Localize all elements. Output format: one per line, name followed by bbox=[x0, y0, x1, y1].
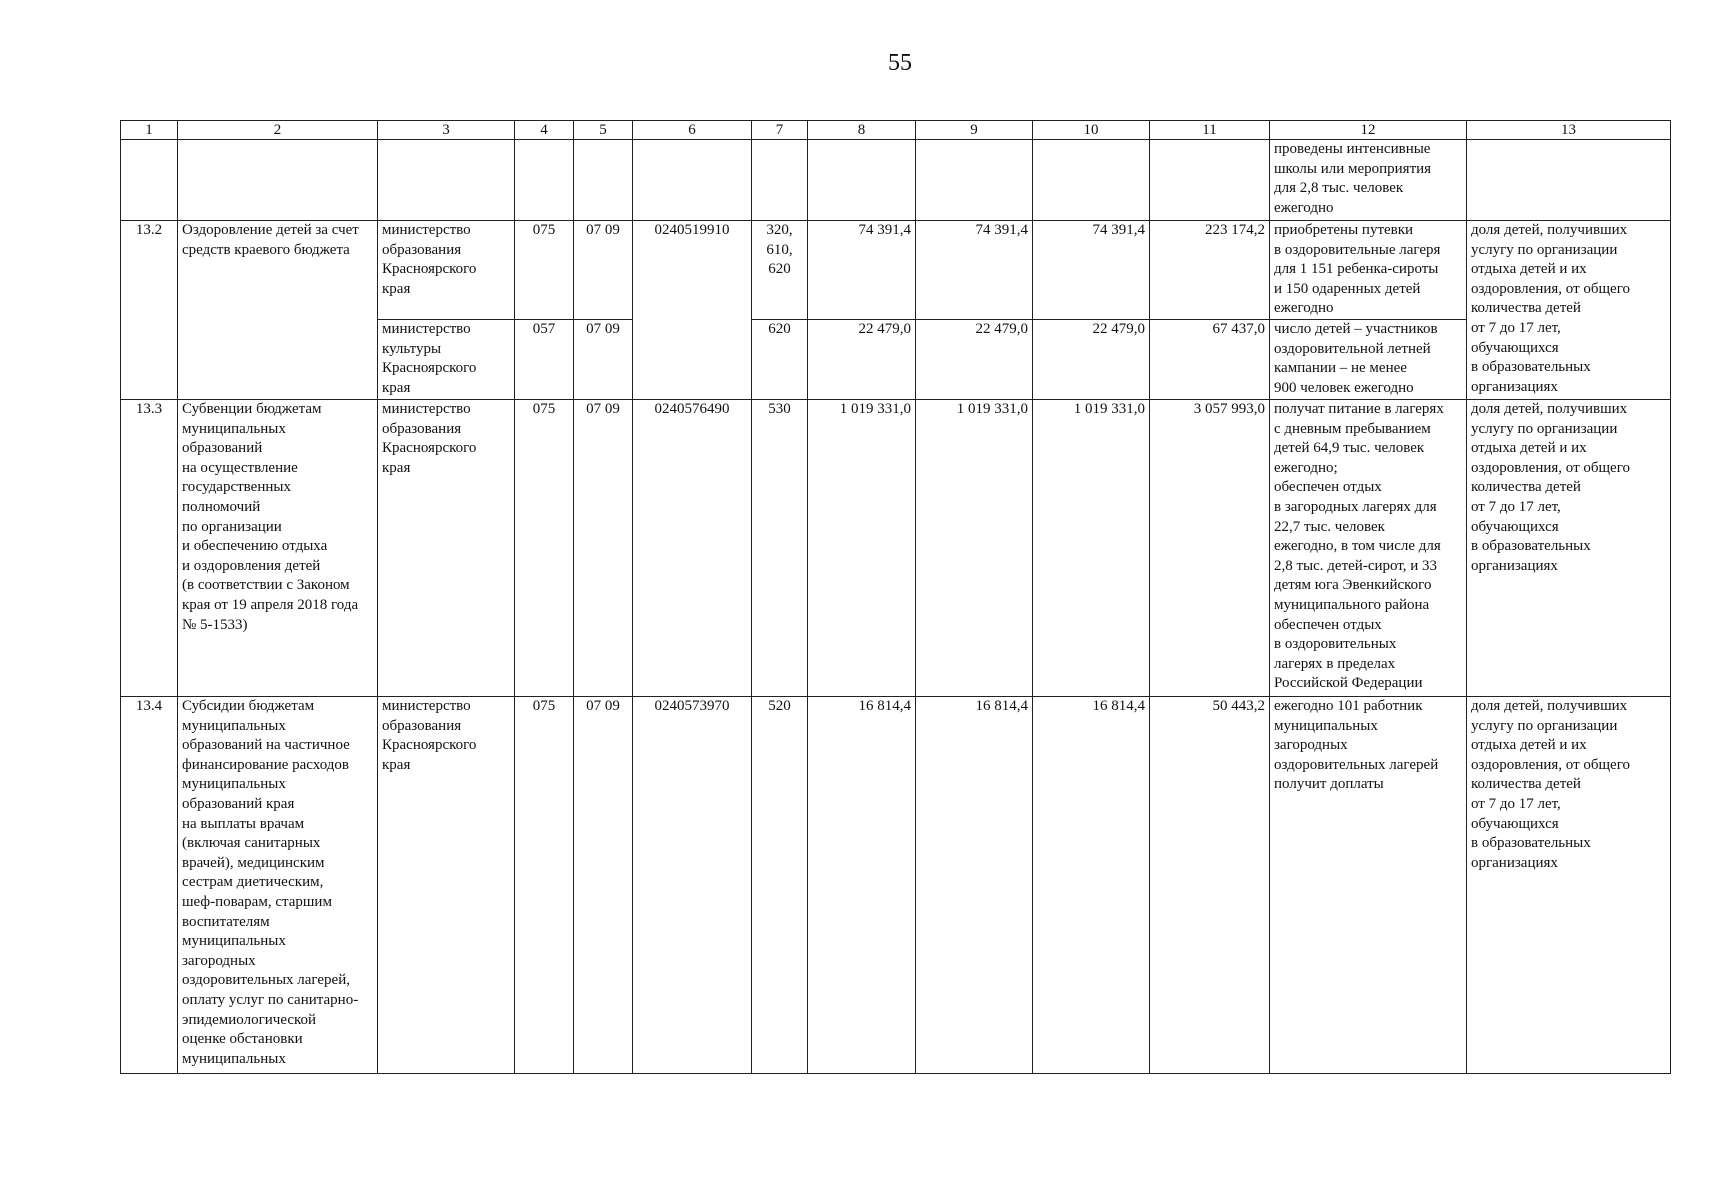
cell-number: 13.4 bbox=[121, 697, 178, 1074]
column-number: 1 bbox=[121, 121, 178, 140]
column-number: 5 bbox=[574, 121, 633, 140]
cell-empty bbox=[1150, 140, 1270, 221]
table-row-13-4 bbox=[121, 697, 1671, 1074]
budget-table bbox=[120, 120, 1671, 1074]
column-number: 4 bbox=[515, 121, 574, 140]
cell-empty bbox=[1033, 140, 1150, 221]
table-row-continuation bbox=[121, 140, 1671, 221]
cell-result: получат питание в лагерях с дневным пребыванием детей 64,9 тыс. человек ежегодно; обеспечен отдых в загородных лагерях для 22,7 тыс. человек ежегодно, в том числе для 2,8 тыс. детей-сирот, и 33 детям юга Эвенкийского муниципального района обеспечен отдых в оздоровительных лагерях в пределах Российской Федерации bbox=[1270, 400, 1467, 697]
cell-amount-year2: 16 814,4 bbox=[916, 697, 1033, 1074]
cell-section: 07 09 bbox=[574, 320, 633, 400]
cell-amount-total: 50 443,2 bbox=[1150, 697, 1270, 1074]
column-number: 11 bbox=[1150, 121, 1270, 140]
cell-expense-type: 620 bbox=[752, 320, 808, 400]
cell-name: Субсидии бюджетам муниципальных образований на частичное финансирование расходов муниципальных образований края на выплаты врачам (включая санитарных врачей), медицинским сестрам диетическим, шеф-поварам, старшим воспитателям муниципальных загородных оздоровительных лагерей, оплату услуг по санитарно- эпидемиологической оценке обстановки муниципальных bbox=[178, 697, 378, 1074]
cell-empty bbox=[574, 140, 633, 221]
cell-result: число детей – участников оздоровительной летней кампании – не менее 900 человек ежегодно bbox=[1270, 320, 1467, 400]
cell-empty bbox=[633, 140, 752, 221]
cell-amount-year2: 74 391,4 bbox=[916, 221, 1033, 320]
cell-section: 07 09 bbox=[574, 697, 633, 1074]
cell-amount-year1: 74 391,4 bbox=[808, 221, 916, 320]
cell-grbs: 075 bbox=[515, 697, 574, 1074]
cell-grbs: 075 bbox=[515, 400, 574, 697]
cell-amount-total: 3 057 993,0 bbox=[1150, 400, 1270, 697]
cell-empty bbox=[808, 140, 916, 221]
cell-amount-year3: 1 019 331,0 bbox=[1033, 400, 1150, 697]
column-number: 6 bbox=[633, 121, 752, 140]
column-number: 12 bbox=[1270, 121, 1467, 140]
cell-expense-type: 530 bbox=[752, 400, 808, 697]
cell-amount-year1: 22 479,0 bbox=[808, 320, 916, 400]
cell-amount-year2: 22 479,0 bbox=[916, 320, 1033, 400]
cell-result: приобретены путевки в оздоровительные лагеря для 1 151 ребенка-сироты и 150 одаренных детей ежегодно bbox=[1270, 221, 1467, 320]
cell-amount-year1: 1 019 331,0 bbox=[808, 400, 916, 697]
table-row-13-3 bbox=[121, 400, 1671, 697]
cell-amount-total: 67 437,0 bbox=[1150, 320, 1270, 400]
column-number: 3 bbox=[378, 121, 515, 140]
cell-number: 13.2 bbox=[121, 221, 178, 400]
page-number: 55 bbox=[888, 50, 912, 76]
cell-expense-type: 520 bbox=[752, 697, 808, 1074]
cell-indicator: доля детей, получивших услугу по организации отдыха детей и их оздоровления, от общего количества детей от 7 до 17 лет, обучающихся в образовательных организациях bbox=[1467, 697, 1671, 1074]
cell-empty bbox=[515, 140, 574, 221]
cell-empty bbox=[178, 140, 378, 221]
cell-target-article: 0240573970 bbox=[633, 697, 752, 1074]
column-number: 9 bbox=[916, 121, 1033, 140]
cell-empty bbox=[752, 140, 808, 221]
cell-result: ежегодно 101 работник муниципальных загородных оздоровительных лагерей получит доплаты bbox=[1270, 697, 1467, 1074]
cell-empty bbox=[916, 140, 1033, 221]
cell-amount-year3: 22 479,0 bbox=[1033, 320, 1150, 400]
cell-grbs: 075 bbox=[515, 221, 574, 320]
cell-section: 07 09 bbox=[574, 400, 633, 697]
cell-ministry: министерство образования Красноярского края bbox=[378, 400, 515, 697]
cell-section: 07 09 bbox=[574, 221, 633, 320]
cell-indicator: доля детей, получивших услугу по организации отдыха детей и их оздоровления, от общего количества детей от 7 до 17 лет, обучающихся в образовательных организациях bbox=[1467, 221, 1671, 400]
cell-number: 13.3 bbox=[121, 400, 178, 697]
cell-name: Субвенции бюджетам муниципальных образований на осуществление государственных полномочий по организации и обеспечению отдыха и оздоровления детей (в соответствии с Законом края от 19 апреля 2018 года № 5-1533) bbox=[178, 400, 378, 697]
cell-ministry: министерство образования Красноярского края bbox=[378, 697, 515, 1074]
cell-ministry: министерство образования Красноярского края bbox=[378, 221, 515, 320]
cell-indicator: доля детей, получивших услугу по организации отдыха детей и их оздоровления, от общего количества детей от 7 до 17 лет, обучающихся в образовательных организациях bbox=[1467, 400, 1671, 697]
cell-name: Оздоровление детей за счет средств краевого бюджета bbox=[178, 221, 378, 400]
column-number-row bbox=[121, 121, 1671, 140]
cell-amount-total: 223 174,2 bbox=[1150, 221, 1270, 320]
cell-expense-type: 320, 610, 620 bbox=[752, 221, 808, 320]
column-number: 13 bbox=[1467, 121, 1671, 140]
cell-grbs: 057 bbox=[515, 320, 574, 400]
cell-target-article: 0240519910 bbox=[633, 221, 752, 400]
column-number: 2 bbox=[178, 121, 378, 140]
cell-amount-year3: 16 814,4 bbox=[1033, 697, 1150, 1074]
cell-empty bbox=[378, 140, 515, 221]
table-row-13-2 bbox=[121, 221, 1671, 320]
column-number: 8 bbox=[808, 121, 916, 140]
cell-empty bbox=[1467, 140, 1671, 221]
cell-ministry: министерство культуры Красноярского края bbox=[378, 320, 515, 400]
cell-target-article: 0240576490 bbox=[633, 400, 752, 697]
cell-amount-year2: 1 019 331,0 bbox=[916, 400, 1033, 697]
column-number: 10 bbox=[1033, 121, 1150, 140]
cell-empty bbox=[121, 140, 178, 221]
cell-result: проведены интенсивные школы или мероприятия для 2,8 тыс. человек ежегодно bbox=[1270, 140, 1467, 221]
column-number: 7 bbox=[752, 121, 808, 140]
cell-amount-year3: 74 391,4 bbox=[1033, 221, 1150, 320]
cell-amount-year1: 16 814,4 bbox=[808, 697, 916, 1074]
